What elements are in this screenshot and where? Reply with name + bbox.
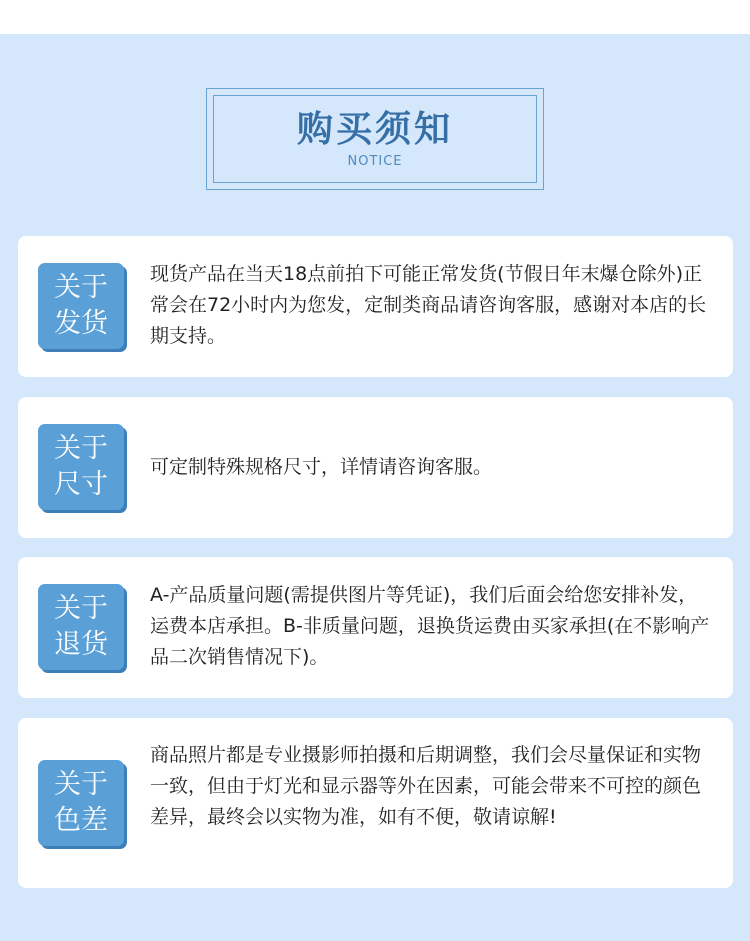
- badge-label-line1: 关于: [54, 433, 108, 464]
- size-card: [18, 397, 733, 538]
- badge-label-line2: 尺寸: [54, 469, 108, 500]
- badge-label-line1: 关于: [54, 593, 108, 624]
- badge-label-line2: 退货: [54, 629, 108, 660]
- color-difference-card: [18, 718, 733, 888]
- page-title: 购买须知: [296, 109, 453, 150]
- size-text: 可定制特殊规格尺寸，详情请咨询客服。: [150, 456, 493, 478]
- badge-label-line1: 关于: [54, 272, 108, 303]
- returns-card: [18, 557, 733, 698]
- badge-label-line2: 发货: [54, 308, 108, 339]
- color-difference-badge: [38, 760, 124, 846]
- returns-badge: [38, 584, 124, 670]
- size-badge: [38, 424, 124, 510]
- shipping-badge: [38, 263, 124, 349]
- shipping-text: 现货产品在当天18点前拍下可能正常发货(节假日年末爆仓除外)正常会在72小时内为您发，定制类商品请咨询客服，感谢对本店的长期支持。: [150, 263, 707, 347]
- title-frame: [206, 88, 544, 190]
- shipping-card: [18, 236, 733, 377]
- returns-text: A-产品质量问题(需提供图片等凭证)，我们后面会给您安排补发，运费本店承担。B-非质量问题，退换货运费由买家承担(在不影响产品二次销售情况下)。: [150, 584, 710, 668]
- badge-label-line2: 色差: [54, 805, 108, 836]
- color-difference-text: 商品照片都是专业摄影师拍摄和后期调整，我们会尽量保证和实物一致，但由于灯光和显示器等外在因素，可能会带来不可控的颜色差异，最终会以实物为准，如有不便，敬请谅解!: [150, 744, 702, 828]
- page-subtitle: NOTICE: [347, 154, 403, 169]
- badge-label-line1: 关于: [54, 769, 108, 800]
